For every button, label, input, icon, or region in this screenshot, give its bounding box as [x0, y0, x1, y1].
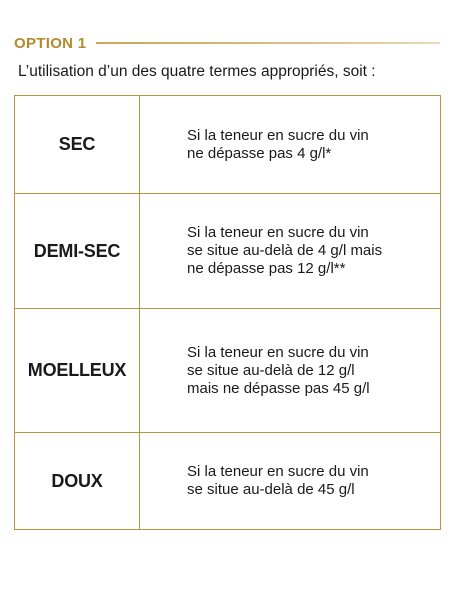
description-line: Si la teneur en sucre du vin [187, 463, 369, 480]
description-line: se situe au-delà de 45 g/l [187, 481, 355, 498]
description-line: mais ne dépasse pas 45 g/l [187, 379, 370, 397]
description-line: Si la teneur en sucre du vin [187, 126, 369, 144]
description-line: Si la teneur en sucre du vin [187, 224, 369, 241]
description-line: ne dépasse pas 12 g/l** [187, 260, 346, 277]
term-cell: DEMI-SEC [15, 194, 140, 309]
table-row [15, 194, 441, 309]
heading-divider [96, 42, 440, 44]
table-row [15, 96, 441, 194]
term-cell: DOUX [15, 433, 140, 530]
term-cell: MOELLEUX [15, 309, 140, 433]
sugar-terms-table [14, 95, 441, 530]
table-row [15, 309, 441, 433]
option-title: OPTION 1 [14, 34, 87, 52]
description-line: Si la teneur en sucre du vin [187, 343, 369, 361]
description-cell [140, 433, 441, 530]
table-row [15, 433, 441, 530]
term-cell: SEC [15, 96, 140, 194]
description-line: se situe au-delà de 4 g/l mais [187, 242, 383, 259]
description-cell [140, 309, 441, 433]
intro-text: L’utilisation d’un des quatre termes appropriés, soit : [18, 63, 376, 80]
description-cell [140, 96, 441, 194]
section-heading [14, 33, 440, 53]
description-cell [140, 194, 441, 309]
description-line: ne dépasse pas 4 g/l* [187, 144, 332, 162]
description-line: se situe au-delà de 12 g/l [187, 361, 355, 379]
